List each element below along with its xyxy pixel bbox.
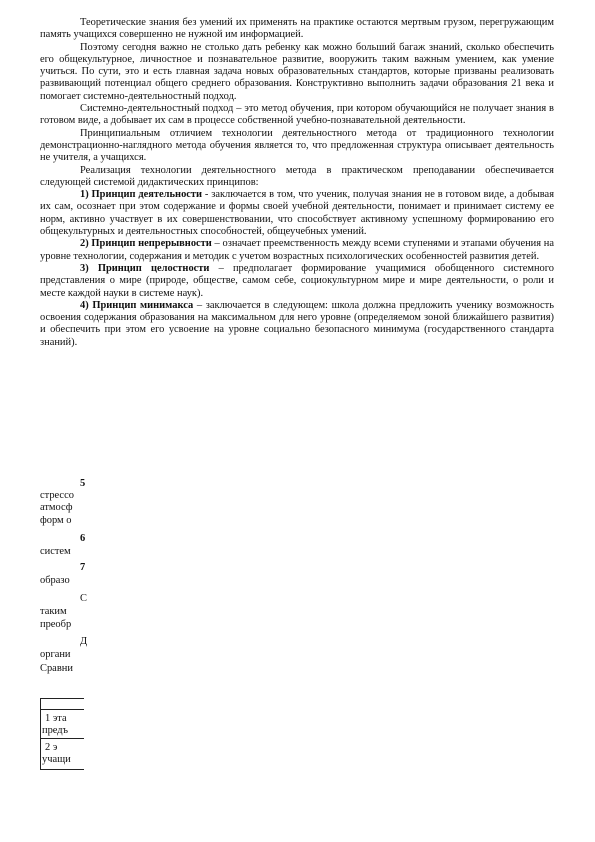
table-cell: 2 э — [45, 742, 58, 753]
fragment-line: 6 — [80, 533, 86, 544]
fragment-line: таким — [40, 606, 67, 617]
fragment-line: органи — [40, 649, 71, 660]
fragment-line: С — [80, 593, 87, 604]
table-border-bottom — [40, 769, 84, 770]
principle-activity — [40, 189, 554, 238]
paragraph-5: Реализация технологии деятельностного метода в практическом преподавании обеспечивается следующей системой дидактических принципов: — [40, 164, 554, 188]
principle-title: 1) Принцип деятельности — [80, 189, 203, 201]
paragraph-4: Принципиальным отличием технологии деятельностного метода от традиционного технологии демонстрационно-наглядного метода обучения является то, что предложенная структура описывает деятельность не учителя, а учащихся. — [40, 127, 554, 164]
fragment-line: Д — [80, 636, 88, 647]
table-row-divider — [40, 709, 84, 710]
fragment-line: форм о — [40, 515, 72, 526]
fragment-line: атмосф — [40, 502, 73, 513]
table-row-divider — [40, 738, 84, 739]
table-border-top — [40, 698, 84, 699]
fragment-line: 5 — [80, 478, 86, 489]
comparison-table-fragment — [40, 698, 84, 770]
paragraph-3: Системно-деятельностный подход – это метод обучения, при котором обучающийся не получает знания в готовом виде, а добывает их сам в процессе собственной учебно-познавательной деятельности. — [40, 103, 554, 127]
body-text — [40, 17, 554, 349]
principle-title: 4) Принцип минимакса — [80, 299, 194, 311]
principle-text: – заключается в следующем: школа должна предложить ученику возможность освоения содержания образования на максимальном для него уровне (определяемом зоной ближайшего развития) и обеспечить при этом его усвоение на уровне социально безопасного минимума (государственного стандарта знаний). — [40, 299, 554, 348]
table-cell: учащи — [42, 754, 71, 765]
principle-text: – означает преемственность между всеми ступенями и этапами обучения на уровне технологии, содержания и методик с учетом возрастных психологических особенностей развития детей. — [40, 238, 554, 262]
fragment-line: систем — [40, 546, 71, 557]
fragment-line: стрессо — [40, 490, 74, 501]
principle-minimax — [40, 300, 554, 349]
fragment-line: Сравни — [40, 663, 73, 674]
fragment-line: преобр — [40, 619, 72, 630]
principle-title: 2) Принцип непрерывности — [80, 238, 212, 250]
principle-text: - заключается в том, что ученик, получая знания не в готовом виде, а добывая их сам, осознает при этом содержание и формы своей учебной деятельности, понимает и принимает систему ее норм, активно участвует в их совершенствовании, что способствует активному успешному формированию его общекультурных и деятельностных способностей, общеучебных умений. — [40, 189, 554, 238]
principle-integrity — [40, 263, 554, 300]
table-cell: 1 эта — [45, 713, 67, 724]
fragment-line: образо — [40, 575, 70, 586]
fragment-line: 7 — [80, 562, 86, 573]
principle-title: 3) Принцип целостности — [80, 262, 210, 274]
principle-continuity — [40, 238, 554, 263]
table-cell: предъ — [42, 725, 69, 736]
paragraph-2: Поэтому сегодня важно не столько дать ребенку как можно больший багаж знаний, сколько обеспечить его общекультурное, личностное и познавательное развитие, вооружить таким важным умением, как умение учиться. По сути, это и есть главная задача новых образовательных стандартов, которые призваны реализовать развивающий потенциал общего среднего образования. Конструктивно выполнить задачи образования 21 века и помогает системно-деятельностный подход. — [40, 41, 554, 102]
paragraph-1: Теоретические знания без умений их применять на практике остаются мертвым грузом, перегружающим память учащихся совершенно не нужной им информацией. — [40, 17, 554, 41]
principle-text: – предполагает формирование учащимися обобщенного системного представления о мире (природе, обществе, самом себе, социокультурном мире и мире деятельности, о роли и месте каждой науки в системе наук). — [40, 262, 554, 299]
